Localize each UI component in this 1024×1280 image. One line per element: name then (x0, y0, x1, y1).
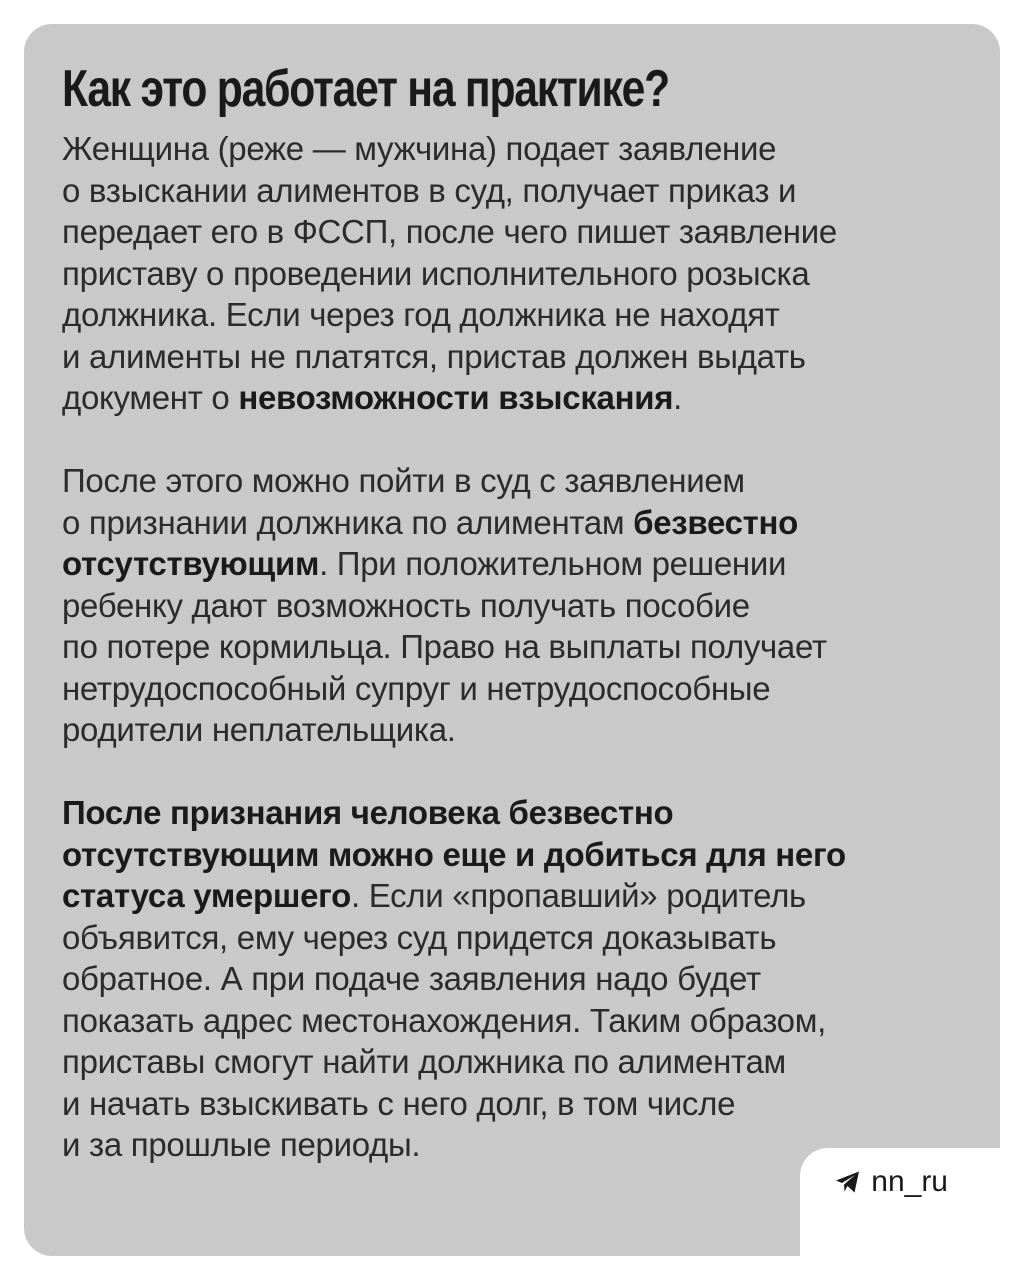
bold-text-segment: отсутствующим (62, 545, 320, 582)
text-line (62, 128, 962, 170)
text-segment: по потере кормильца. Право на выплаты получает (62, 628, 827, 665)
text-segment: документ о (62, 379, 239, 416)
text-line (62, 211, 962, 253)
text-line (62, 1083, 962, 1125)
text-line (62, 460, 962, 502)
text-segment: . (673, 379, 683, 416)
text-segment: должника. Если через год должника не находят (62, 296, 780, 333)
text-segment: После этого можно пойти в суд с заявлением (62, 462, 745, 499)
text-line (62, 1000, 962, 1042)
article-body (62, 128, 962, 1166)
text-line (62, 834, 962, 876)
text-segment: передает его в ФССП, после чего пишет заявление (62, 213, 837, 250)
text-segment: родители неплательщика. (62, 711, 456, 748)
channel-tag-label: nn_ru (871, 1165, 948, 1198)
text-line (62, 958, 962, 1000)
text-line (62, 502, 962, 544)
bold-text-segment: отсутствующим можно еще и добиться для него (62, 835, 846, 873)
text-line (62, 377, 962, 419)
bold-text-segment: невозможности взыскания (238, 379, 674, 416)
text-segment: Женщина (реже — мужчина) подает заявление (62, 130, 777, 167)
text-line (62, 917, 962, 959)
text-line (62, 170, 962, 212)
text-line (62, 875, 962, 917)
bold-text-segment: безвестно (633, 503, 798, 541)
text-segment: и алименты не платятся, пристав должен выдать (62, 337, 806, 375)
text-segment: приставу о проведении исполнительного розыска (62, 254, 810, 292)
text-segment: о признании должника по алиментам (62, 503, 634, 541)
text-segment: о взыскании алиментов в суд, получает приказ и (62, 171, 797, 209)
paragraph (62, 128, 962, 419)
page-title: Как это работает на практике? (62, 60, 669, 118)
text-segment: нетрудоспособный супруг и нетрудоспособные (62, 669, 771, 707)
text-line (62, 294, 962, 336)
text-segment: ребенку дают возможность получать пособие (62, 586, 750, 624)
text-line (62, 585, 962, 627)
paragraph (62, 792, 962, 1166)
channel-tag[interactable] (835, 1164, 948, 1200)
bold-text-segment: статуса умершего (62, 877, 352, 914)
telegram-icon (835, 1170, 861, 1194)
text-line (62, 792, 962, 834)
text-segment: . Если «пропавший» родитель (351, 877, 806, 914)
content-card (24, 24, 1000, 1256)
text-line (62, 253, 962, 295)
text-segment: приставы смогут найти должника по алиментам (62, 1043, 786, 1080)
text-line (62, 626, 962, 668)
text-segment: объявится, ему через суд придется доказывать (62, 918, 777, 956)
text-line (62, 1041, 962, 1083)
paragraph (62, 460, 962, 751)
text-segment: . При положительном решении (319, 545, 787, 582)
text-segment: обратное. А при подаче заявления надо будет (62, 960, 761, 997)
text-line (62, 336, 962, 378)
bold-text-segment: После признания человека безвестно (62, 794, 674, 831)
text-line (62, 709, 962, 751)
text-segment: и начать взыскивать с него долг, в том числе (62, 1084, 736, 1122)
text-segment: показать адрес местонахождения. Таким образом, (62, 1001, 826, 1039)
text-line (62, 668, 962, 710)
text-line (62, 543, 962, 585)
text-segment: и за прошлые периоды. (62, 1126, 421, 1163)
